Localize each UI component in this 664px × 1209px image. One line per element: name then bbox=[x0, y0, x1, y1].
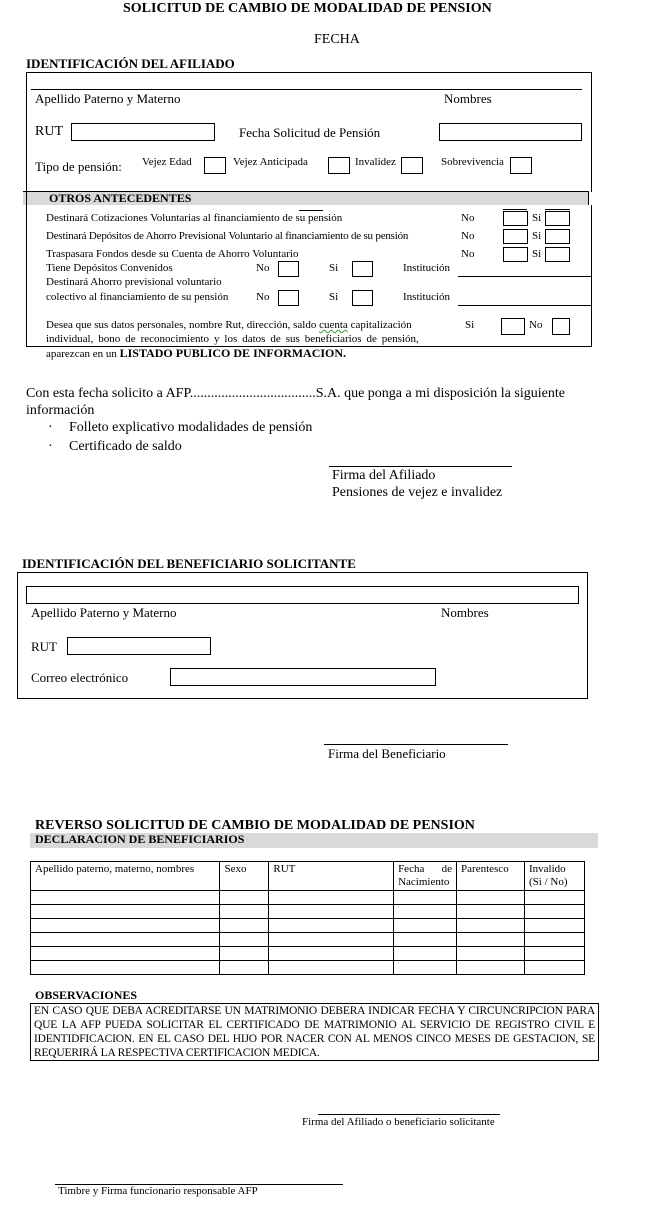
tipo-sobrevivencia-checkbox[interactable] bbox=[510, 157, 532, 174]
decor-line bbox=[503, 209, 527, 210]
solicitud-line1: Con esta fecha solicito a AFP....................................S.A. que ponga a mi disposición la siguiente bbox=[26, 386, 565, 401]
firma-afiliado-line[interactable] bbox=[329, 466, 512, 467]
table-cell[interactable] bbox=[525, 919, 585, 933]
table-cell[interactable] bbox=[31, 947, 220, 961]
beneficiarios-table bbox=[30, 861, 585, 975]
table-cell[interactable] bbox=[394, 905, 457, 919]
firma-beneficiario-line[interactable] bbox=[324, 744, 508, 745]
table-row bbox=[31, 947, 585, 961]
table-cell[interactable] bbox=[394, 961, 457, 975]
listado-publico-emphasis: LISTADO PUBLICO DE INFORMACION. bbox=[119, 346, 347, 360]
table-cell[interactable] bbox=[220, 891, 269, 905]
col-header-sexo: Sexo bbox=[220, 862, 269, 891]
otros-row-traspaso-no-label: No bbox=[461, 248, 475, 260]
table-cell[interactable] bbox=[525, 933, 585, 947]
beneficiario-rut-label: RUT bbox=[31, 639, 57, 654]
firma-afiliado-label: Firma del Afiliado bbox=[332, 468, 436, 483]
table-cell[interactable] bbox=[525, 891, 585, 905]
table-cell[interactable] bbox=[269, 961, 394, 975]
firma-solicitante-line[interactable] bbox=[318, 1114, 500, 1115]
bullet-icon: · bbox=[48, 420, 53, 435]
table-cell[interactable] bbox=[220, 961, 269, 975]
listado-line1-text: Desea que sus datos personales, nombre Rut, dirección, saldo bbox=[46, 319, 320, 331]
otros-row-traspaso-si-checkbox[interactable] bbox=[545, 247, 570, 262]
otros-row-depositos-no-checkbox[interactable] bbox=[503, 229, 528, 244]
table-cell[interactable] bbox=[457, 947, 525, 961]
solicitud-item-certificado: Certificado de saldo bbox=[69, 439, 182, 454]
afiliado-rut-input[interactable] bbox=[71, 123, 215, 141]
reverso-title: REVERSO SOLICITUD DE CAMBIO DE MODALIDAD DE PENSION bbox=[35, 818, 475, 833]
firma-beneficiario-label: Firma del Beneficiario bbox=[328, 746, 446, 761]
solicitud-line2: información bbox=[26, 403, 95, 418]
observaciones-box: EN CASO QUE DEBA ACREDITARSE UN MATRIMONIO DEBERA INDICAR FECHA Y CIRCUNCRIPCION PARA QUE LA AFP PUEDA SOLICITAR EL CERTIFICADO DE MATRIMONIO AL SERVICIO DE REGISTRO CIVIL E IDENTIDFICACION. EN EL CASO DEL HIJO POR NACER CON AL MENOS CINCO MESES DE GESTACION, SE REQUERIRÁ LA RESPECTIVA CERTIFICACION MEDICA. bbox=[30, 1003, 599, 1061]
convenidos-no-label: No bbox=[256, 262, 270, 274]
tipo-vejez-edad-checkbox[interactable] bbox=[204, 157, 226, 174]
table-cell[interactable] bbox=[525, 961, 585, 975]
colectivo-no-label: No bbox=[256, 291, 270, 303]
table-cell[interactable] bbox=[220, 947, 269, 961]
colectivo-institucion-line[interactable] bbox=[458, 305, 591, 306]
tipo-invalidez-checkbox[interactable] bbox=[401, 157, 423, 174]
firma-funcionario-label: Timbre y Firma funcionario responsable AFP bbox=[58, 1185, 258, 1197]
fecha-solicitud-input[interactable] bbox=[439, 123, 582, 141]
beneficiario-rut-input[interactable] bbox=[67, 637, 211, 655]
decor-line bbox=[545, 209, 570, 210]
table-cell[interactable] bbox=[457, 905, 525, 919]
otros-row-depositos-no-label: No bbox=[461, 230, 475, 242]
reverso-subtitle: DECLARACION DE BENEFICIARIOS bbox=[35, 832, 245, 846]
tipo-pension-label: Tipo de pensión: bbox=[35, 159, 122, 174]
afiliado-section-title: IDENTIFICACIÓN DEL AFILIADO bbox=[26, 56, 235, 71]
convenidos-si-checkbox[interactable] bbox=[352, 261, 373, 277]
convenidos-si-label: Si bbox=[329, 262, 339, 274]
beneficiario-nombre-input[interactable] bbox=[26, 586, 579, 604]
otros-row-depositos-si-checkbox[interactable] bbox=[545, 229, 570, 244]
col-header-rut: RUT bbox=[269, 862, 394, 891]
afiliado-rut-label: RUT bbox=[35, 124, 63, 139]
firma-solicitante-label: Firma del Afiliado o beneficiario solicitante bbox=[302, 1116, 495, 1128]
table-row bbox=[31, 961, 585, 975]
table-cell[interactable] bbox=[269, 947, 394, 961]
beneficiario-correo-label: Correo electrónico bbox=[31, 670, 129, 685]
table-cell[interactable] bbox=[457, 919, 525, 933]
colectivo-si-label: Si bbox=[329, 291, 339, 303]
table-cell[interactable] bbox=[457, 961, 525, 975]
beneficiario-correo-input[interactable] bbox=[170, 668, 436, 686]
convenidos-institucion-label: Institución bbox=[403, 262, 451, 274]
table-cell[interactable] bbox=[457, 933, 525, 947]
table-cell[interactable] bbox=[220, 933, 269, 947]
listado-line1 bbox=[46, 319, 458, 331]
listado-si-checkbox[interactable] bbox=[501, 318, 525, 335]
otros-row-depositos-label: Destinará Depósitos de Ahorro Previsional Voluntario al financiamiento de su pensión bbox=[46, 230, 409, 242]
table-cell[interactable] bbox=[525, 947, 585, 961]
otros-row-cotizaciones-no-checkbox[interactable] bbox=[503, 211, 528, 226]
otros-row-traspaso-no-checkbox[interactable] bbox=[503, 247, 528, 262]
col-header-parentesco: Parentesco bbox=[457, 862, 525, 891]
table-cell[interactable] bbox=[457, 891, 525, 905]
colectivo-label-line1: Destinará Ahorro previsional voluntario bbox=[46, 276, 222, 288]
otros-row-cotizaciones-si-label: Si bbox=[532, 212, 542, 224]
table-cell[interactable] bbox=[220, 905, 269, 919]
colectivo-label-line2: colectivo al financiamiento de su pensión bbox=[46, 291, 229, 303]
table-cell[interactable] bbox=[269, 905, 394, 919]
listado-line2: individual, bono de reconocimiento y los datos de sus beneficiarios de pensión, bbox=[46, 333, 419, 345]
otros-row-traspaso-si-label: Si bbox=[532, 248, 542, 260]
otros-left-border bbox=[26, 191, 27, 346]
table-cell[interactable] bbox=[394, 933, 457, 947]
firma-afiliado-sub: Pensiones de vejez e invalidez bbox=[332, 485, 503, 500]
table-cell[interactable] bbox=[31, 961, 220, 975]
listado-line3 bbox=[46, 346, 346, 361]
listado-no-label: No bbox=[529, 319, 543, 331]
table-cell[interactable] bbox=[269, 891, 394, 905]
afiliado-nombres-label: Nombres bbox=[444, 91, 492, 106]
colectivo-no-checkbox[interactable] bbox=[278, 290, 299, 306]
beneficiario-section-title: IDENTIFICACIÓN DEL BENEFICIARIO SOLICITANTE bbox=[22, 556, 356, 571]
listado-line1-spellcheck-word: cuenta bbox=[319, 319, 348, 331]
col-header-fecha-nacimiento: Fecha de Nacimiento bbox=[394, 862, 457, 891]
observaciones-title: OBSERVACIONES bbox=[35, 988, 138, 1002]
table-cell[interactable] bbox=[394, 891, 457, 905]
table-cell[interactable] bbox=[31, 933, 220, 947]
document-title: SOLICITUD DE CAMBIO DE MODALIDAD DE PENSION bbox=[123, 1, 492, 16]
table-cell[interactable] bbox=[31, 905, 220, 919]
decor-line bbox=[299, 210, 323, 211]
solicitud-item-folleto: Folleto explicativo modalidades de pensión bbox=[69, 420, 313, 435]
otros-section-title: OTROS ANTECEDENTES bbox=[49, 191, 192, 205]
listado-line1-text-end: capitalización bbox=[347, 319, 412, 331]
listado-line3-text: aparezcan en un bbox=[46, 348, 120, 360]
beneficiario-nombres-label: Nombres bbox=[441, 605, 489, 620]
table-cell[interactable] bbox=[220, 919, 269, 933]
table-cell[interactable] bbox=[31, 919, 220, 933]
table-row bbox=[31, 919, 585, 933]
table-header-row bbox=[31, 862, 585, 891]
convenidos-no-checkbox[interactable] bbox=[278, 261, 299, 277]
tipo-vejez-anticipada-label: Vejez Anticipada bbox=[233, 156, 308, 168]
convenidos-institucion-line[interactable] bbox=[458, 276, 591, 277]
convenidos-label: Tiene Depósitos Convenidos bbox=[46, 262, 173, 274]
fecha-solicitud-label: Fecha Solicitud de Pensión bbox=[239, 125, 381, 140]
otros-row-depositos-si-label: Si bbox=[532, 230, 542, 242]
col-header-invalido: Invalido (Si / No) bbox=[525, 862, 585, 891]
listado-no-checkbox[interactable] bbox=[552, 318, 570, 335]
tipo-invalidez-label: Invalidez bbox=[355, 156, 396, 168]
bullet-icon: · bbox=[48, 439, 53, 454]
afiliado-name-line[interactable] bbox=[31, 89, 582, 90]
table-cell[interactable] bbox=[269, 933, 394, 947]
otros-row-cotizaciones-si-checkbox[interactable] bbox=[545, 211, 570, 226]
table-row bbox=[31, 891, 585, 905]
afiliado-apellidos-label: Apellido Paterno y Materno bbox=[35, 91, 181, 106]
table-row bbox=[31, 905, 585, 919]
tipo-sobrevivencia-label: Sobrevivencia bbox=[441, 156, 504, 168]
otros-row-cotizaciones-label: Destinará Cotizaciones Voluntarias al financiamiento de su pensión bbox=[46, 212, 343, 224]
col-header-nombres: Apellido paterno, materno, nombres bbox=[31, 862, 220, 891]
table-cell[interactable] bbox=[31, 891, 220, 905]
fecha-label: FECHA bbox=[314, 32, 360, 47]
beneficiario-apellidos-label: Apellido Paterno y Materno bbox=[31, 605, 177, 620]
tipo-vejez-edad-label: Vejez Edad bbox=[142, 156, 192, 168]
listado-si-label: Si bbox=[465, 319, 475, 331]
otros-band-right bbox=[588, 191, 589, 205]
colectivo-si-checkbox[interactable] bbox=[352, 290, 373, 306]
table-cell[interactable] bbox=[525, 905, 585, 919]
otros-right-border bbox=[591, 205, 592, 346]
table-row bbox=[31, 933, 585, 947]
table-cell[interactable] bbox=[394, 947, 457, 961]
table-cell[interactable] bbox=[269, 919, 394, 933]
otros-row-traspaso-label: Traspasara Fondos desde su Cuenta de Ahorro Voluntario bbox=[46, 248, 299, 260]
table-cell[interactable] bbox=[394, 919, 457, 933]
colectivo-institucion-label: Institución bbox=[403, 291, 451, 303]
otros-row-cotizaciones-no-label: No bbox=[461, 212, 475, 224]
tipo-vejez-anticipada-checkbox[interactable] bbox=[328, 157, 350, 174]
